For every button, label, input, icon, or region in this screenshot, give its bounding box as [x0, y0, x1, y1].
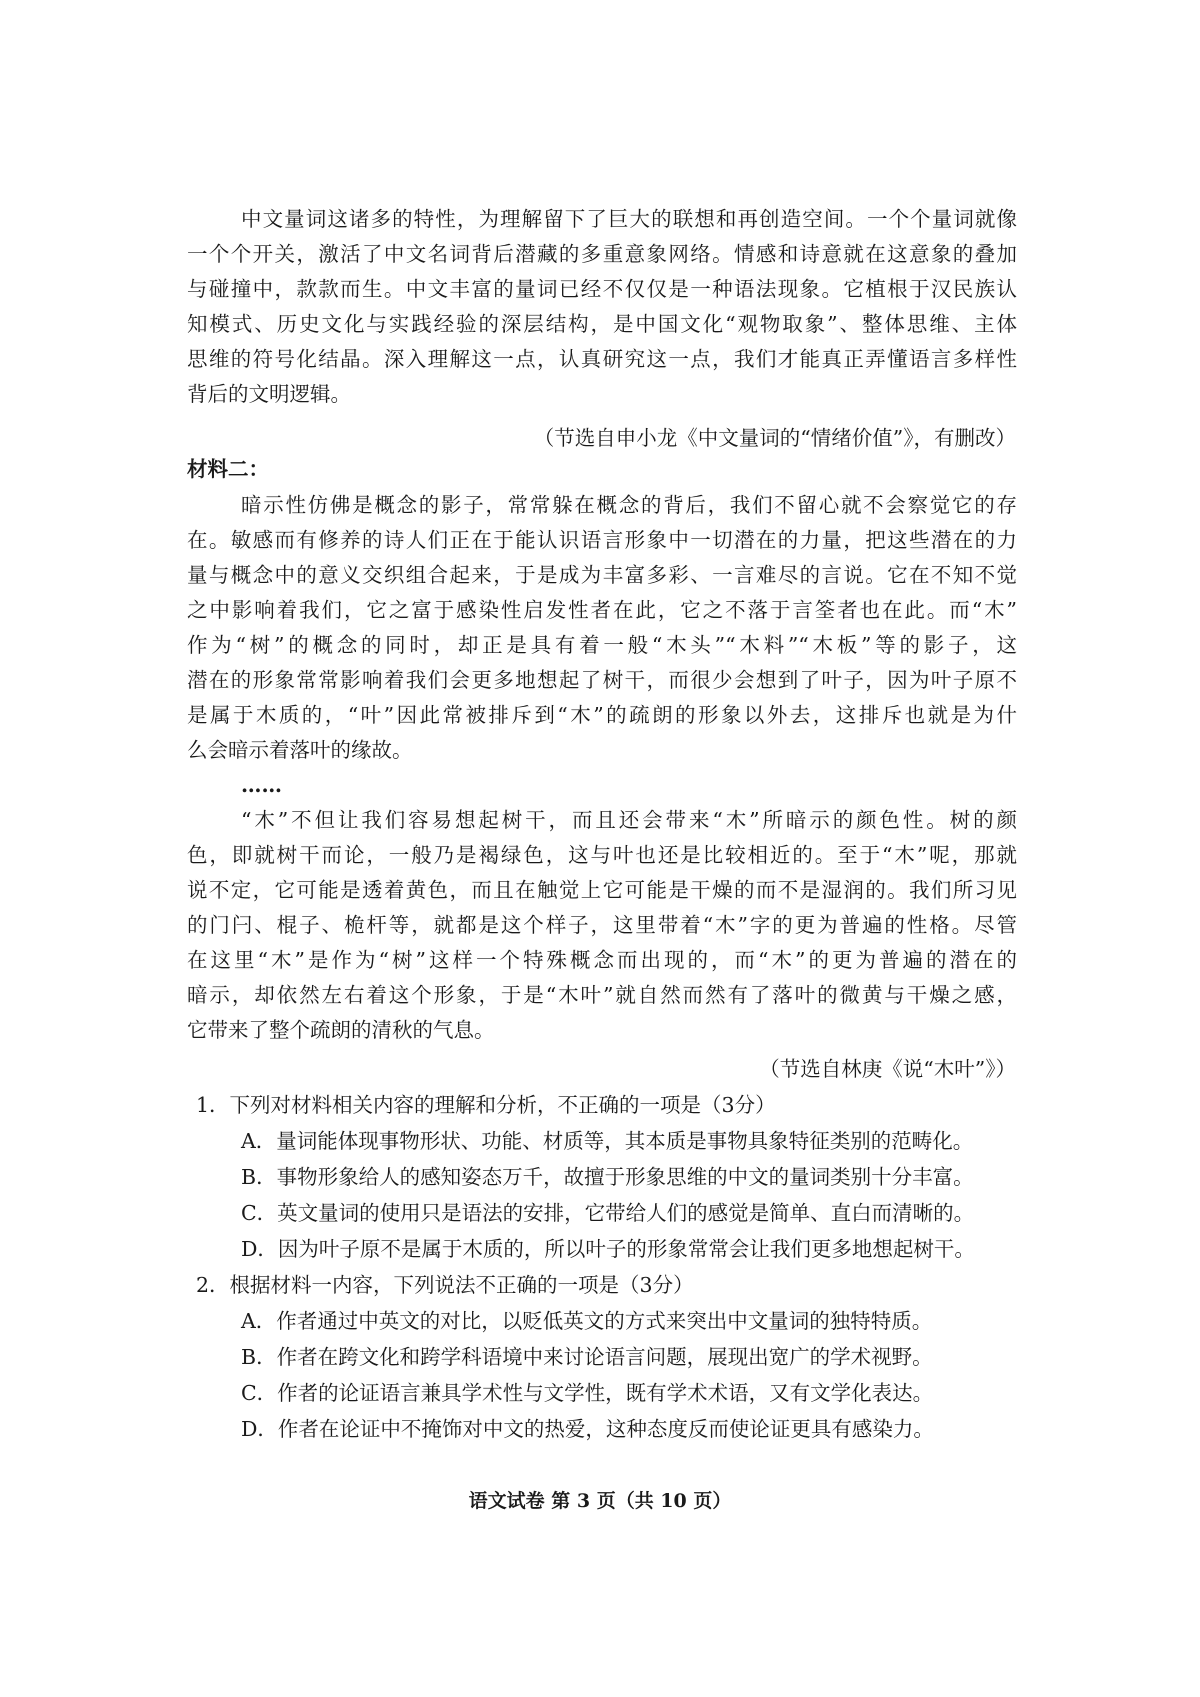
- option-b[interactable]: B．作者在跨文化和跨学科语境中来讨论语言问题，展现出宽广的学术视野。: [241, 1345, 933, 1369]
- source-citation: （节选自申小龙《中文量词的“情绪价值”》，有删改）: [533, 426, 1016, 450]
- passage-line: “木”不但让我们容易想起树干，而且还会带来“木”所暗示的颜色性。树的颜: [241, 808, 1017, 832]
- passage-line: 的门闩、棍子、桅杆等，就都是这个样子，这里带着“木”字的更为普遍的性格。尽管: [187, 913, 1017, 937]
- passage-line: 暗示性仿佛是概念的影子，常常躲在概念的背后，我们不留心就不会察觉它的存: [241, 493, 1017, 517]
- material-heading: 材料二：: [187, 457, 269, 481]
- passage-line: 中文量词这诸多的特性，为理解留下了巨大的联想和再创造空间。一个个量词就像: [241, 207, 1017, 231]
- passage-line: 在。敏感而有修养的诗人们正在于能认识语言形象中一切潜在的力量，把这些潜在的力: [187, 528, 1017, 552]
- option-c[interactable]: C．作者的论证语言兼具学术性与文学性，既有学术术语，又有文学化表达。: [241, 1381, 934, 1405]
- passage-line: 量与概念中的意义交织组合起来，于是成为丰富多彩、一言难尽的言说。它在不知不觉: [187, 563, 1017, 587]
- passage-line: 在这里“木”是作为“树”这样一个特殊概念而出现的，而“木”的更为普遍的潜在的: [187, 948, 1017, 972]
- option-b[interactable]: B．事物形象给人的感知姿态万千，故擅于形象思维的中文的量词类别十分丰富。: [241, 1165, 974, 1189]
- omission-ellipsis: ……: [241, 773, 282, 797]
- passage-line: 与碰撞中，款款而生。中文丰富的量词已经不仅仅是一种语法现象。它植根于汉民族认: [187, 277, 1017, 301]
- passage-line: 知模式、历史文化与实践经验的深层结构，是中国文化“观物取象”、整体思维、主体: [187, 312, 1017, 336]
- passage-line: 么会暗示着落叶的缘故。: [187, 738, 413, 762]
- question-stem: 1．下列对材料相关内容的理解和分析，不正确的一项是（3分）: [196, 1093, 776, 1117]
- passage-line: 暗示，却依然左右着这个形象，于是“木叶”就自然而然有了落叶的微黄与干燥之感，: [187, 983, 1017, 1007]
- passage-line: 一个个开关，激活了中文名词背后潜藏的多重意象网络。情感和诗意就在这意象的叠加: [187, 242, 1017, 266]
- passage-line: 作为“树”的概念的同时，却正是具有着一般“木头”“木料”“木板”等的影子，这: [187, 633, 1017, 657]
- option-d[interactable]: D．作者在论证中不掩饰对中文的热爱，这种态度反而使论证更具有感染力。: [241, 1417, 934, 1441]
- option-c[interactable]: C．英文量词的使用只是语法的安排，它带给人们的感觉是简单、直白而清晰的。: [241, 1201, 975, 1225]
- question-stem: 2．根据材料一内容，下列说法不正确的一项是（3分）: [196, 1273, 694, 1297]
- page-footer: 语文试卷 第 3 页（共 10 页）: [468, 1490, 732, 1512]
- source-citation: （节选自林庚《说“木叶”》）: [759, 1057, 1016, 1081]
- passage-line: 色，即就树干而论，一般乃是褐绿色，这与叶也还是比较相近的。至于“木”呢，那就: [187, 843, 1017, 867]
- passage-line: 之中影响着我们，它之富于感染性启发性者在此，它之不落于言筌者也在此。而“木”: [187, 598, 1017, 622]
- passage-line: 背后的文明逻辑。: [187, 382, 351, 406]
- passage-line: 它带来了整个疏朗的清秋的气息。: [187, 1018, 495, 1042]
- option-a[interactable]: A．量词能体现事物形状、功能、材质等，其本质是事物具象特征类别的范畴化。: [241, 1129, 974, 1153]
- passage-line: 潜在的形象常常影响着我们会更多地想起了树干，而很少会想到了叶子，因为叶子原不: [187, 668, 1017, 692]
- passage-line: 思维的符号化结晶。深入理解这一点，认真研究这一点，我们才能真正弄懂语言多样性: [187, 347, 1017, 371]
- option-a[interactable]: A．作者通过中英文的对比，以贬低英文的方式来突出中文量词的独特特质。: [241, 1309, 933, 1333]
- option-d[interactable]: D．因为叶子原不是属于木质的，所以叶子的形象常常会让我们更多地想起树干。: [241, 1237, 975, 1261]
- passage-line: 说不定，它可能是透着黄色，而且在触觉上它可能是干燥的而不是湿润的。我们所习见: [187, 878, 1017, 902]
- passage-line: 是属于木质的，“叶”因此常被排斥到“木”的疏朗的形象以外去，这排斥也就是为什: [187, 703, 1017, 727]
